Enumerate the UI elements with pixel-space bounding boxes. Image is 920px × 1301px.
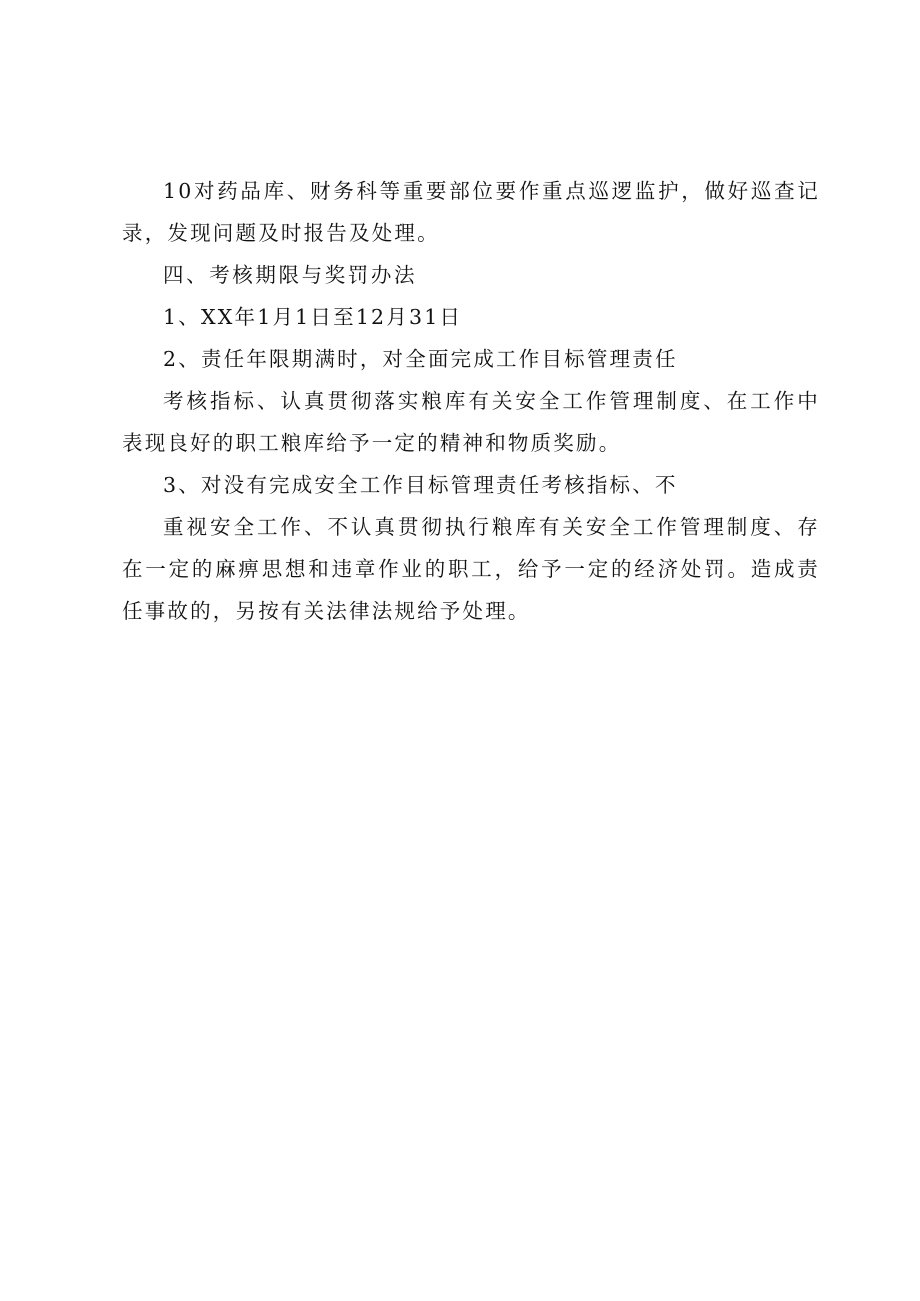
paragraph-reward-intro: 2、责任年限期满时，对全面完成工作目标管理责任 <box>163 347 678 371</box>
paragraph-penalty-intro: 3、对没有完成安全工作目标管理责任考核指标、不 <box>163 473 678 497</box>
section-heading-assessment: 四、考核期限与奖罚办法 <box>163 263 418 287</box>
paragraph-patrol: 10对药品库、财务科等重要部位要作重点巡逻监护，做好巡查记录，发现问题及时报告及处理。 <box>122 179 820 245</box>
document-body <box>122 170 820 632</box>
paragraph-period: 1、XX年1月1日至12月31日 <box>163 305 463 329</box>
paragraph-penalty-detail: 重视安全工作、不认真贯彻执行粮库有关安全工作管理制度、存在一定的麻痹思想和违章作业的职工，给予一定的经济处罚。造成责任事故的，另按有关法律法规给予处理。 <box>122 515 820 623</box>
paragraph-reward-detail: 考核指标、认真贯彻落实粮库有关安全工作管理制度、在工作中表现良好的职工粮库给予一定的精神和物质奖励。 <box>122 389 820 455</box>
